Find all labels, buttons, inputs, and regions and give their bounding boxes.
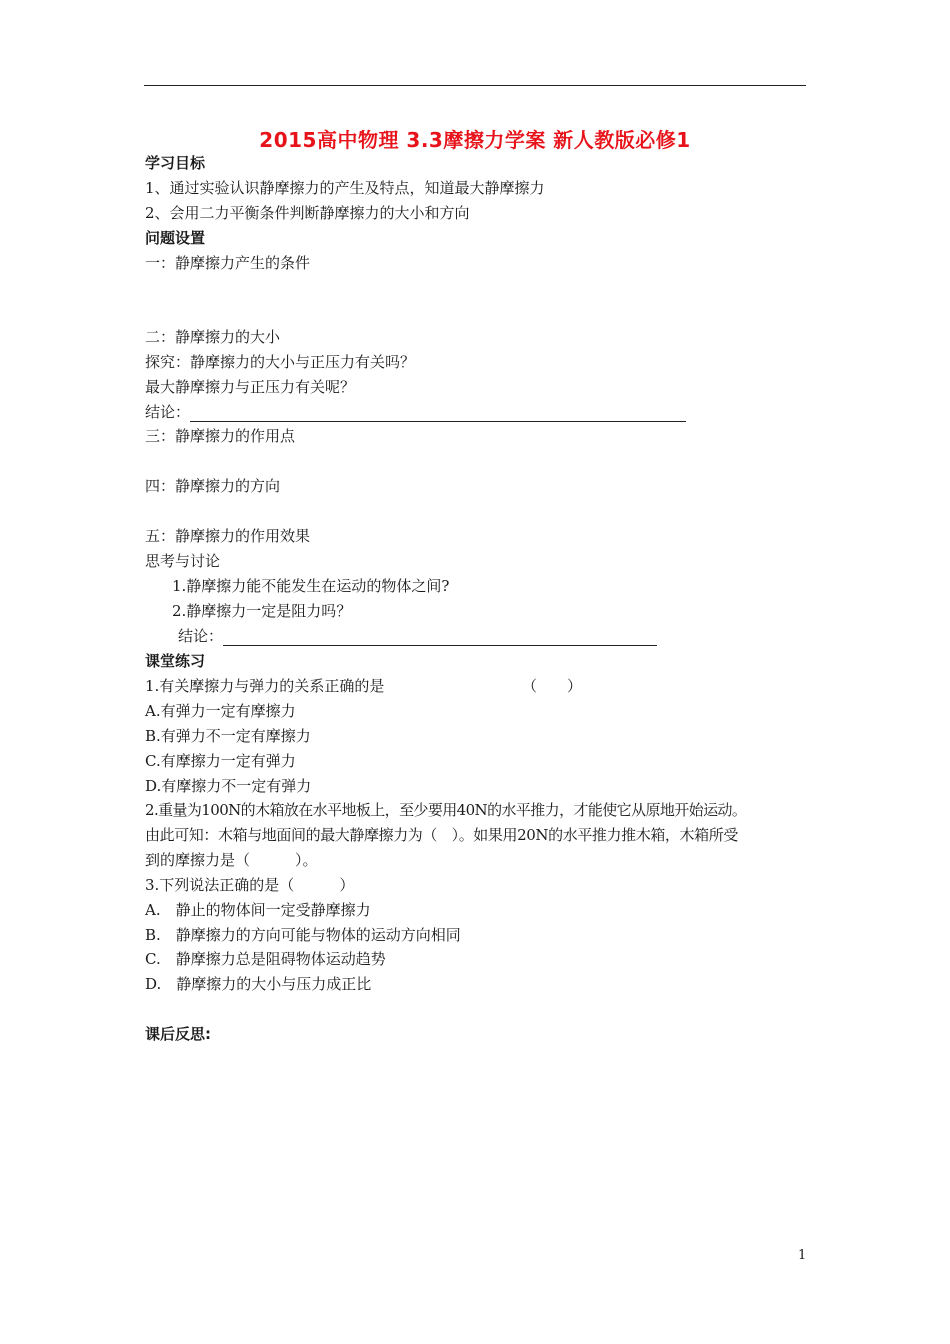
problem-1-answer-paren[interactable]: （ ）	[522, 677, 583, 695]
conclusion-line-2	[178, 626, 657, 646]
problem-3-option-c: C. 静摩擦力总是阻碍物体运动趋势	[145, 950, 386, 968]
question-2: 二：静摩擦力的大小	[145, 328, 281, 346]
page-number: 1	[798, 1248, 807, 1263]
question-5: 五：静摩擦力的作用效果	[145, 527, 311, 545]
problem-3-stem: 3.下列说法正确的是（ ）	[145, 876, 355, 894]
questions-heading: 问题设置	[145, 229, 206, 247]
objective-item: 1、通过实验认识静摩擦力的产生及特点，知道最大静摩擦力	[145, 179, 545, 197]
problem-3-option-a: A. 静止的物体间一定受静摩擦力	[145, 901, 371, 919]
conclusion-line-1	[145, 402, 686, 422]
objective-item: 2、会用二力平衡条件判断静摩擦力的大小和方向	[145, 204, 470, 222]
problem-1-option-b: B.有弹力不一定有摩擦力	[145, 727, 311, 745]
problem-2-line: 由此可知：木箱与地面间的最大静摩擦力为（ ）。如果用20N的水平推力推木箱，木箱所受	[145, 826, 738, 844]
objectives-heading: 学习目标	[145, 154, 206, 172]
header-rule	[144, 85, 806, 86]
problem-1-option-c: C.有摩擦力一定有弹力	[145, 752, 296, 770]
problem-2-line: 到的摩擦力是（ ）。	[145, 851, 318, 869]
document-title: 2015高中物理 3.3摩擦力学案 新人教版必修1	[259, 128, 691, 152]
exercise-heading: 课堂练习	[145, 652, 206, 670]
problem-3-option-b: B. 静摩擦力的方向可能与物体的运动方向相同	[145, 926, 461, 944]
question-2-explore: 探究：静摩擦力的大小与正压力有关吗？	[145, 353, 416, 371]
question-4: 四：静摩擦力的方向	[145, 477, 281, 495]
reflection-heading: 课后反思:	[145, 1025, 211, 1043]
question-2-max: 最大静摩擦力与正压力有关呢？	[145, 378, 356, 396]
problem-2-line: 2.重量为100N的木箱放在水平地板上，至少要用40N的水平推力，才能使它从原地开始运动。	[145, 801, 747, 819]
discussion-item-1: 1.静摩擦力能不能发生在运动的物体之间?	[172, 577, 450, 595]
question-3: 三：静摩擦力的作用点	[145, 427, 296, 445]
problem-1-stem: 1.有关摩擦力与弹力的关系正确的是	[145, 677, 385, 695]
problem-1-option-d: D.有摩擦力不一定有弹力	[145, 777, 312, 795]
conclusion-label: 结论：	[145, 403, 191, 421]
question-1: 一：静摩擦力产生的条件	[145, 254, 311, 272]
discussion-item-2: 2.静摩擦力一定是阻力吗？	[172, 602, 352, 620]
discussion-heading: 思考与讨论	[145, 552, 221, 570]
conclusion-blank-2[interactable]	[223, 627, 657, 646]
problem-3-option-d: D. 静摩擦力的大小与压力成正比	[145, 975, 372, 993]
conclusion-label: 结论：	[178, 627, 224, 645]
problem-1-option-a: A.有弹力一定有摩擦力	[145, 702, 296, 720]
conclusion-blank-1[interactable]	[190, 403, 686, 422]
